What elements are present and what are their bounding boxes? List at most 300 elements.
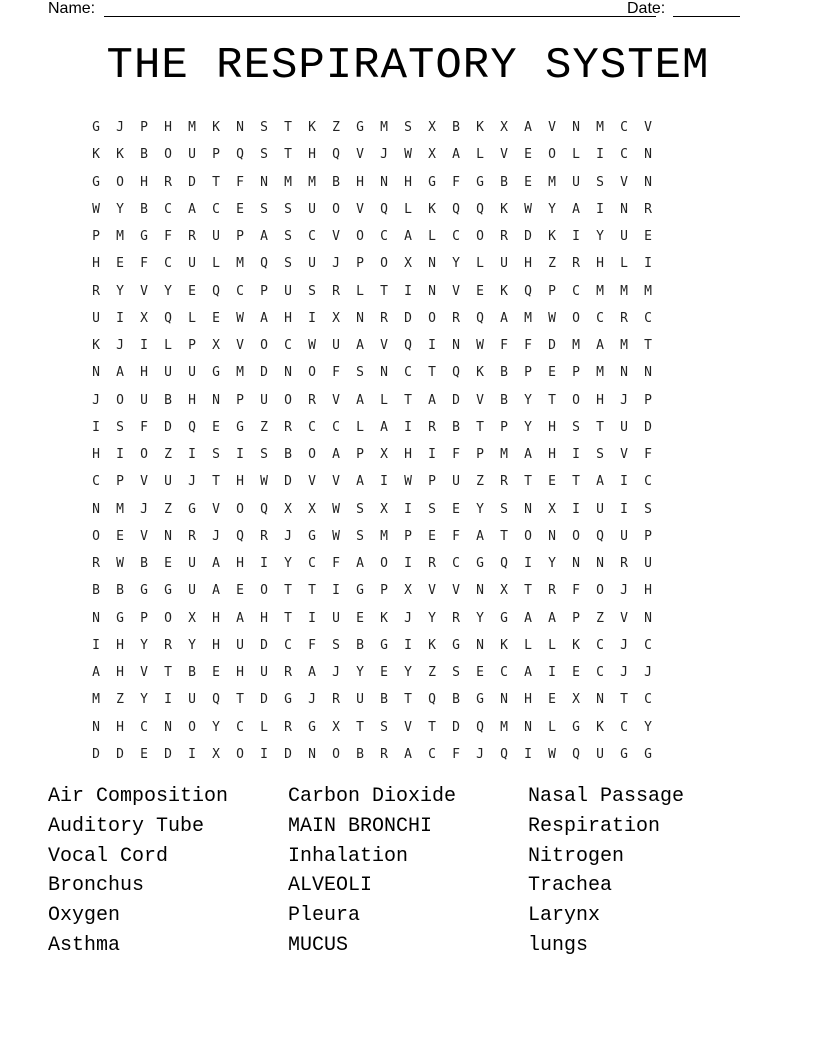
grid-row [84,523,732,550]
grid-letter: N [596,692,604,708]
grid-letter: N [644,147,652,163]
grid-letter: R [548,583,556,599]
grid-letter: C [92,474,100,490]
grid-letter: N [620,365,628,381]
word-list-item: Nasal Passage [528,785,685,808]
grid-letter: J [116,338,124,353]
grid-letter: I [524,746,532,762]
grid-letter: O [596,583,604,599]
grid-letter: C [596,665,604,680]
grid-letter: P [404,528,412,544]
grid-letter: S [260,147,268,163]
grid-letter: U [140,392,148,408]
grid-letter: C [572,283,580,299]
grid-letter: J [644,665,652,680]
grid-letter: A [92,665,100,680]
grid-letter: T [620,692,628,708]
grid-letter: F [140,419,148,435]
grid-letter: J [92,392,100,408]
grid-letter: G [140,583,148,599]
grid-letter: M [596,283,604,299]
grid-letter: T [284,583,292,599]
grid-letter: Y [164,283,172,299]
grid-letter: W [476,338,484,353]
grid-letter: H [92,447,100,462]
grid-letter: I [116,447,124,462]
grid-letter: B [116,583,124,599]
grid-letter: M [308,174,316,190]
grid-letter: P [260,283,268,299]
grid-letter: C [236,719,244,735]
grid-row [84,305,732,332]
grid-letter: A [356,556,364,571]
grid-row [84,223,732,250]
grid-letter: U [212,229,220,244]
grid-letter: F [308,637,316,653]
grid-letter: M [188,120,196,135]
grid-letter: Y [524,419,532,435]
grid-row [84,387,732,414]
grid-letter: P [116,474,124,490]
grid-letter: I [404,637,412,653]
grid-letter: D [452,719,460,735]
grid-letter: U [188,365,196,381]
grid-letter: T [428,719,436,735]
grid-letter: W [548,746,556,762]
grid-letter: H [236,665,244,680]
grid-letter: O [380,556,388,571]
grid-letter: D [284,474,292,490]
grid-letter: B [356,746,364,762]
grid-letter: H [212,637,220,653]
grid-letter: K [500,201,508,217]
grid-letter: E [644,229,652,244]
grid-letter: T [380,283,388,299]
grid-letter: R [164,637,172,653]
grid-letter: Y [548,201,556,217]
grid-letter: N [476,583,484,599]
grid-letter: H [116,665,124,680]
grid-letter: G [356,583,364,599]
grid-letter: A [524,447,532,462]
grid-letter: D [116,746,124,762]
grid-letter: A [332,447,340,462]
grid-letter: G [452,637,460,653]
grid-letter: C [620,120,628,135]
word-list-item: Carbon Dioxide [288,785,457,808]
grid-letter: I [596,201,604,217]
grid-letter: D [260,692,268,708]
grid-row [84,114,732,141]
grid-letter: L [356,283,364,299]
grid-letter: M [284,174,292,190]
grid-letter: I [620,474,628,490]
grid-row [84,196,732,223]
grid-letter: D [452,392,460,408]
grid-letter: D [284,746,292,762]
grid-letter: Y [284,556,292,571]
grid-letter: I [308,610,316,626]
grid-letter: C [332,419,340,435]
grid-letter: R [644,201,652,217]
grid-letter: W [332,501,340,517]
grid-row [84,605,732,632]
grid-letter: Q [500,746,508,762]
grid-letter: S [644,501,652,517]
grid-letter: M [236,365,244,381]
grid-letter: F [164,229,172,244]
grid-letter: H [116,637,124,653]
word-list-item: Nitrogen [528,844,625,868]
grid-letter: I [572,501,580,517]
grid-letter: L [476,147,484,163]
grid-letter: V [332,229,340,244]
grid-letter: Q [236,147,244,163]
grid-letter: T [284,610,292,626]
grid-letter: X [332,310,340,326]
grid-letter: C [596,637,604,653]
grid-letter: P [644,392,652,408]
grid-letter: U [332,338,340,353]
grid-letter: U [308,201,316,217]
grid-row [84,141,732,168]
grid-letter: K [500,283,508,299]
grid-letter: X [284,501,292,517]
grid-letter: S [356,365,364,381]
grid-letter: T [428,365,436,381]
word-list-item: Air Composition [48,785,229,808]
grid-letter: I [188,746,196,762]
grid-letter: X [380,447,388,462]
grid-letter: O [356,229,364,244]
grid-letter: E [548,692,556,708]
grid-letter: R [308,392,316,408]
grid-row [84,686,732,713]
grid-letter: A [596,338,604,353]
grid-letter: S [212,447,220,462]
grid-letter: Y [116,283,124,299]
grid-row [84,359,732,386]
grid-letter: N [548,528,556,544]
grid-letter: O [164,610,172,626]
grid-letter: M [500,447,508,462]
grid-letter: K [428,637,436,653]
grid-letter: S [356,528,364,544]
word-list-item: Vocal Cord [48,844,169,868]
grid-letter: Q [476,201,484,217]
word-list-item: Larynx [528,904,601,928]
grid-letter: E [548,365,556,381]
grid-row [84,468,732,495]
word-list-item: Bronchus [48,874,145,898]
grid-letter: Q [260,256,268,272]
grid-letter: A [524,120,532,135]
grid-letter: H [404,174,412,190]
grid-letter: W [236,310,244,326]
grid-letter: I [572,229,580,244]
grid-letter: U [188,583,196,599]
grid-letter: Q [212,692,220,708]
grid-letter: P [236,392,244,408]
grid-letter: B [500,392,508,408]
grid-letter: R [500,229,508,244]
grid-letter: X [500,583,508,599]
grid-letter: H [356,174,364,190]
grid-letter: O [524,528,532,544]
grid-letter: S [260,120,268,135]
grid-letter: H [236,556,244,571]
grid-letter: A [404,229,412,244]
grid-letter: Q [404,338,412,353]
grid-letter: E [212,419,220,435]
grid-letter: N [380,174,388,190]
grid-letter: Q [572,746,580,762]
grid-letter: N [644,174,652,190]
grid-letter: V [356,201,364,217]
grid-letter: O [140,447,148,462]
grid-letter: W [260,474,268,490]
grid-letter: V [428,583,436,599]
grid-letter: K [596,719,604,735]
grid-letter: Z [476,474,484,490]
grid-letter: D [92,746,100,762]
name-line [104,0,656,17]
grid-letter: S [308,283,316,299]
grid-letter: O [236,746,244,762]
grid-letter: N [644,365,652,381]
grid-letter: T [404,692,412,708]
grid-letter: I [260,746,268,762]
grid-letter: C [284,637,292,653]
grid-letter: C [644,692,652,708]
word-list-item: MUCUS [288,933,349,957]
grid-letter: I [572,447,580,462]
grid-letter: H [524,692,532,708]
grid-letter: N [644,610,652,626]
grid-letter: I [428,338,436,353]
word-list-item: ALVEOLI [288,874,373,898]
grid-letter: S [428,501,436,517]
grid-letter: R [164,174,172,190]
grid-letter: R [380,310,388,326]
grid-letter: U [92,310,100,326]
grid-letter: M [92,692,100,708]
grid-letter: E [476,283,484,299]
grid-letter: U [620,419,628,435]
grid-letter: U [596,746,604,762]
worksheet-header [48,0,740,20]
grid-letter: W [92,201,100,217]
grid-letter: L [380,392,388,408]
grid-letter: Y [356,665,364,680]
grid-letter: X [308,501,316,517]
grid-letter: O [92,528,100,544]
grid-letter: R [428,419,436,435]
grid-letter: W [116,556,124,571]
grid-letter: M [380,120,388,135]
grid-letter: U [644,556,652,571]
grid-letter: C [308,419,316,435]
grid-letter: F [332,365,340,381]
grid-letter: T [500,528,508,544]
grid-letter: N [476,637,484,653]
grid-row [84,632,732,659]
grid-letter: Y [188,637,196,653]
grid-letter: C [404,365,412,381]
grid-letter: J [212,528,220,544]
grid-letter: V [332,392,340,408]
grid-letter: Y [428,610,436,626]
grid-letter: X [140,310,148,326]
grid-letter: U [236,637,244,653]
grid-letter: S [284,229,292,244]
grid-letter: L [428,229,436,244]
grid-letter: H [212,610,220,626]
grid-letter: C [164,201,172,217]
grid-row [84,441,732,468]
grid-letter: A [452,147,460,163]
grid-letter: X [332,719,340,735]
grid-letter: Z [116,692,124,708]
grid-letter: Q [476,719,484,735]
grid-letter: E [212,665,220,680]
grid-letter: O [188,719,196,735]
grid-letter: N [380,365,388,381]
grid-letter: J [620,392,628,408]
grid-letter: T [356,719,364,735]
grid-letter: X [380,501,388,517]
grid-letter: U [188,147,196,163]
word-search-grid [84,114,732,768]
grid-letter: C [452,229,460,244]
grid-letter: L [356,419,364,435]
grid-letter: F [236,174,244,190]
grid-letter: N [92,719,100,735]
grid-letter: R [452,310,460,326]
grid-letter: A [356,392,364,408]
grid-letter: P [476,447,484,462]
grid-letter: I [260,556,268,571]
grid-letter: N [284,365,292,381]
grid-letter: Q [380,201,388,217]
grid-letter: I [428,447,436,462]
grid-letter: A [260,310,268,326]
grid-letter: B [452,419,460,435]
grid-letter: P [92,229,100,244]
grid-letter: E [524,174,532,190]
grid-letter: N [596,556,604,571]
grid-letter: U [596,501,604,517]
grid-letter: H [92,256,100,272]
grid-letter: B [452,692,460,708]
grid-letter: G [140,229,148,244]
grid-letter: V [308,474,316,490]
grid-letter: O [260,583,268,599]
grid-letter: J [404,610,412,626]
grid-letter: F [524,338,532,353]
grid-letter: R [284,719,292,735]
grid-letter: H [284,310,292,326]
grid-letter: P [572,365,580,381]
grid-letter: S [572,419,580,435]
grid-letter: V [356,147,364,163]
grid-letter: S [380,719,388,735]
grid-letter: C [236,283,244,299]
grid-letter: G [380,637,388,653]
grid-letter: F [500,338,508,353]
grid-letter: A [212,556,220,571]
grid-letter: P [356,256,364,272]
grid-letter: A [404,746,412,762]
grid-letter: F [140,256,148,272]
grid-letter: S [356,501,364,517]
grid-letter: H [308,147,316,163]
grid-letter: G [116,610,124,626]
grid-letter: M [116,229,124,244]
grid-letter: A [260,229,268,244]
grid-letter: T [308,583,316,599]
grid-letter: C [428,746,436,762]
grid-letter: R [284,665,292,680]
grid-letter: C [644,474,652,490]
grid-letter: D [260,637,268,653]
grid-letter: R [92,556,100,571]
grid-row [84,332,732,359]
grid-letter: V [380,338,388,353]
grid-letter: N [524,501,532,517]
grid-letter: Y [116,201,124,217]
grid-letter: C [596,310,604,326]
grid-letter: A [572,201,580,217]
grid-letter: A [116,365,124,381]
grid-letter: K [92,338,100,353]
grid-letter: D [164,419,172,435]
grid-letter: T [476,419,484,435]
grid-letter: Y [140,637,148,653]
grid-letter: U [164,365,172,381]
grid-letter: O [308,447,316,462]
grid-letter: J [332,256,340,272]
grid-letter: D [164,746,172,762]
grid-row [84,550,732,577]
grid-letter: R [92,283,100,299]
grid-letter: M [620,283,628,299]
grid-letter: U [308,256,316,272]
grid-letter: A [524,665,532,680]
grid-letter: M [500,719,508,735]
word-column [528,782,768,961]
grid-letter: Q [164,310,172,326]
grid-row [84,414,732,441]
grid-letter: T [212,174,220,190]
grid-letter: A [188,201,196,217]
grid-letter: D [404,310,412,326]
grid-letter: N [236,120,244,135]
grid-letter: L [212,256,220,272]
grid-letter: F [332,556,340,571]
grid-letter: I [404,556,412,571]
grid-letter: B [188,665,196,680]
grid-letter: T [524,474,532,490]
grid-letter: Z [428,665,436,680]
grid-letter: B [356,637,364,653]
grid-letter: F [452,528,460,544]
grid-letter: I [92,419,100,435]
grid-letter: L [620,256,628,272]
grid-letter: A [356,474,364,490]
grid-letter: C [284,338,292,353]
grid-letter: O [428,310,436,326]
